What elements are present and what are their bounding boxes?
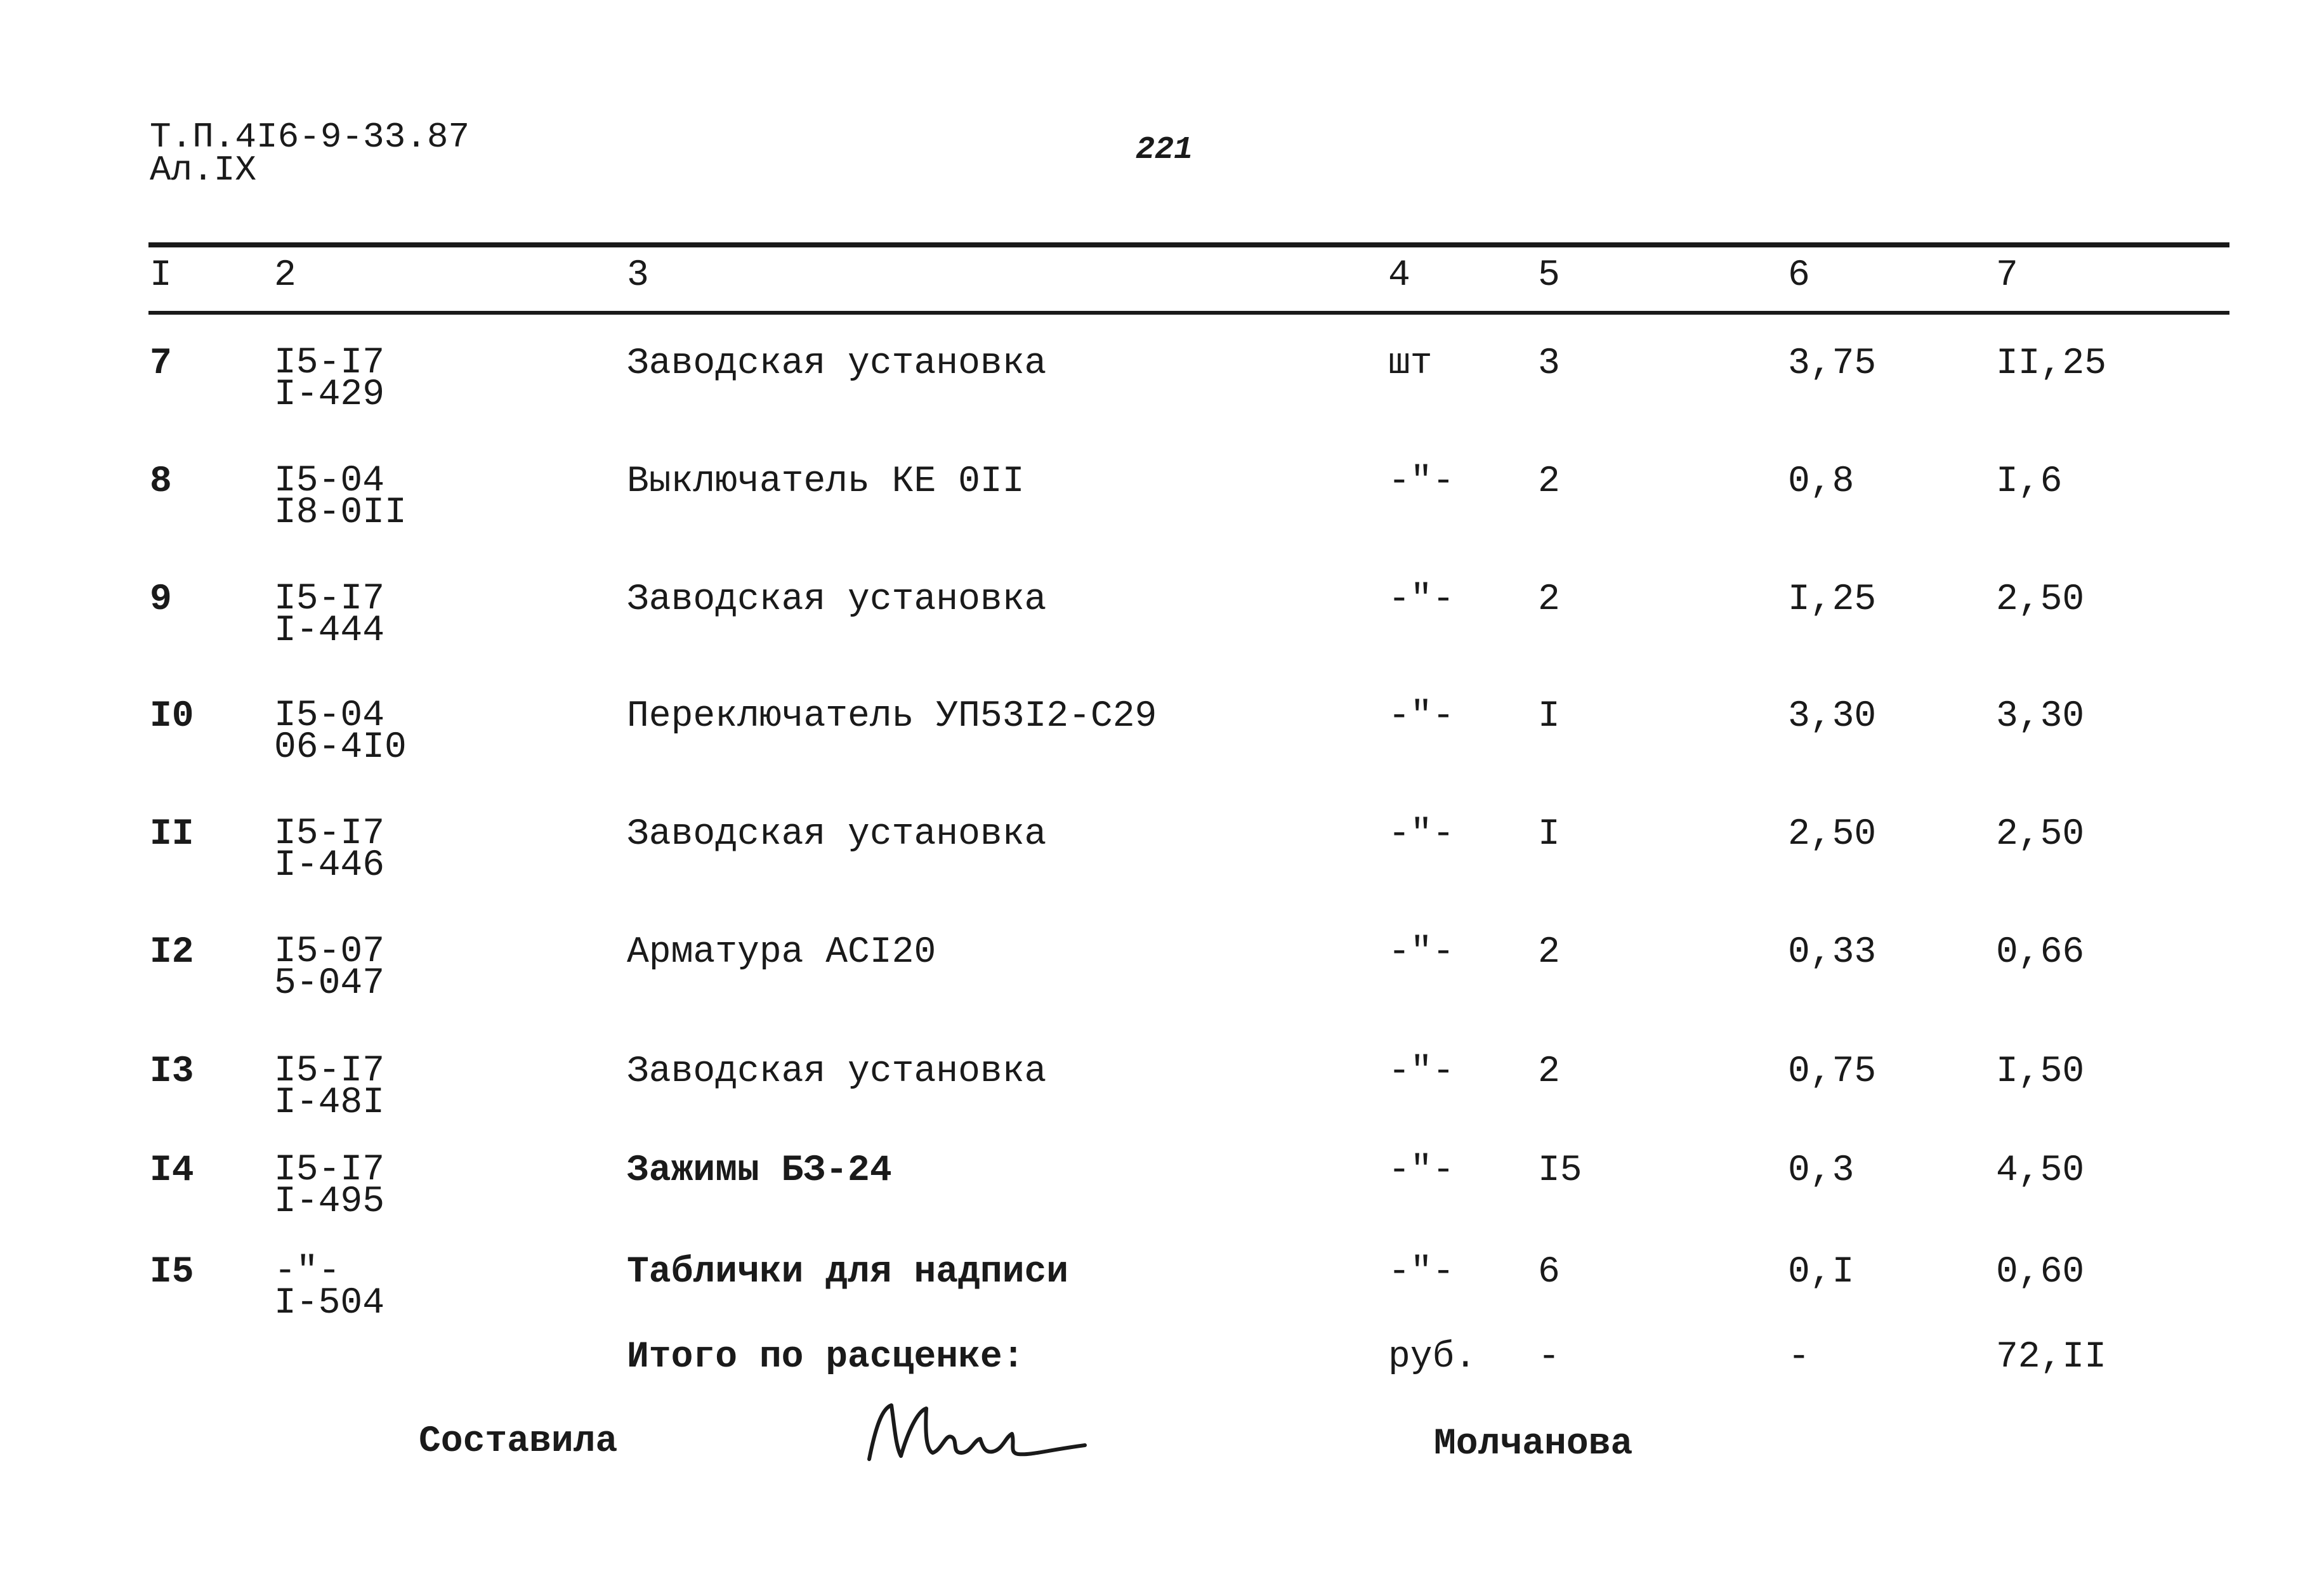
unit: -"- xyxy=(1388,579,1455,620)
rate-code xyxy=(274,461,407,534)
compiled-by-label: Составила xyxy=(419,1421,618,1462)
total: 3,30 xyxy=(1996,696,2085,737)
unit: -"- xyxy=(1388,1150,1455,1191)
summary-price: - xyxy=(1788,1337,1810,1378)
unit-price: 3,30 xyxy=(1788,696,1877,737)
rate-code-line-2: I-48I xyxy=(274,1082,385,1124)
unit-price: 0,33 xyxy=(1788,932,1877,973)
rate-code xyxy=(274,1251,385,1324)
total: 2,50 xyxy=(1996,814,2085,855)
quantity: 2 xyxy=(1538,932,1560,973)
rate-code-line-2: I-429 xyxy=(274,374,385,416)
handwritten-signature xyxy=(857,1389,1098,1478)
rate-code xyxy=(274,813,385,886)
total: 4,50 xyxy=(1996,1150,2085,1191)
quantity: 2 xyxy=(1538,1051,1560,1092)
unit-price: 0,8 xyxy=(1788,461,1855,502)
rate-code-line-2: I8-0II xyxy=(274,492,407,534)
rate-code-line-1: I5-I7 xyxy=(274,1051,385,1092)
rate-code-line-1: I5-07 xyxy=(274,931,385,973)
row-number: 9 xyxy=(150,579,172,620)
summary-label: Итого по расценке: xyxy=(627,1337,1025,1378)
rate-code-line-1: -"- xyxy=(274,1251,341,1292)
document-code xyxy=(150,117,470,190)
rate-code xyxy=(274,931,385,1004)
rate-code-line-1: I5-I7 xyxy=(274,343,385,384)
unit: -"- xyxy=(1388,932,1455,973)
unit-price: 3,75 xyxy=(1788,343,1877,384)
row-number: I3 xyxy=(150,1051,194,1092)
item-name: Таблички для надписи xyxy=(627,1252,1069,1293)
page-number: 221 xyxy=(1136,132,1193,168)
rate-code-line-2: 06-4I0 xyxy=(274,727,407,768)
table-header-rule xyxy=(148,311,2229,315)
quantity: 3 xyxy=(1538,343,1560,384)
column-header-1: I xyxy=(150,255,172,296)
rate-code-line-1: I5-I7 xyxy=(274,579,385,620)
row-number: I2 xyxy=(150,932,194,973)
item-name: Переключатель УП53I2-С29 xyxy=(627,696,1157,737)
rate-code-line-2: I-446 xyxy=(274,845,385,886)
item-name: Заводская установка xyxy=(627,1051,1047,1092)
total: 0,60 xyxy=(1996,1252,2085,1293)
item-name: Зажимы БЗ-24 xyxy=(627,1150,892,1191)
total: 2,50 xyxy=(1996,579,2085,620)
rate-code xyxy=(274,343,385,416)
item-name: Заводская установка xyxy=(627,343,1047,384)
column-header-4: 4 xyxy=(1388,255,1410,296)
column-header-7: 7 xyxy=(1996,255,2018,296)
rate-code-line-2: I-495 xyxy=(274,1181,385,1223)
rate-code xyxy=(274,695,407,768)
column-header-5: 5 xyxy=(1538,255,1560,296)
rate-code-line-2: I-444 xyxy=(274,610,385,652)
table-top-rule xyxy=(148,242,2229,247)
rate-code-line-1: I5-I7 xyxy=(274,813,385,855)
row-number: I4 xyxy=(150,1150,194,1191)
total: I,6 xyxy=(1996,461,2063,502)
unit-price: 0,3 xyxy=(1788,1150,1855,1191)
item-name: Заводская установка xyxy=(627,579,1047,620)
item-name: Заводская установка xyxy=(627,814,1047,855)
rate-code-line-2: I-504 xyxy=(274,1283,385,1324)
summary-total: 72,II xyxy=(1996,1337,2107,1378)
document-code-line-2: Ал.IX xyxy=(150,150,257,190)
summary-unit: руб. xyxy=(1388,1337,1477,1378)
quantity: I5 xyxy=(1538,1150,1582,1191)
row-number: II xyxy=(150,814,194,855)
rate-code-line-2: 5-047 xyxy=(274,963,385,1004)
column-header-3: 3 xyxy=(627,255,649,296)
unit-price: 0,75 xyxy=(1788,1051,1877,1092)
rate-code xyxy=(274,579,385,652)
unit: шт xyxy=(1388,343,1433,384)
unit: -"- xyxy=(1388,814,1455,855)
rate-code-line-1: I5-I7 xyxy=(274,1150,385,1191)
row-number: 7 xyxy=(150,343,172,384)
quantity: 6 xyxy=(1538,1252,1560,1293)
unit-price: 2,50 xyxy=(1788,814,1877,855)
unit: -"- xyxy=(1388,1051,1455,1092)
item-name: Выключатель КЕ 0II xyxy=(627,461,1025,502)
rate-code xyxy=(274,1051,385,1124)
quantity: 2 xyxy=(1538,461,1560,502)
column-header-2: 2 xyxy=(274,255,296,296)
total: I,50 xyxy=(1996,1051,2085,1092)
rate-code-line-1: I5-04 xyxy=(274,695,385,737)
row-number: 8 xyxy=(150,461,172,502)
unit: -"- xyxy=(1388,461,1455,502)
quantity: 2 xyxy=(1538,579,1560,620)
compiler-name: Молчанова xyxy=(1434,1424,1633,1465)
unit-price: I,25 xyxy=(1788,579,1877,620)
unit-price: 0,I xyxy=(1788,1252,1855,1293)
total: II,25 xyxy=(1996,343,2107,384)
quantity: I xyxy=(1538,814,1560,855)
document-code-line-1: Т.П.4I6-9-33.87 xyxy=(150,117,470,157)
rate-code-line-1: I5-04 xyxy=(274,461,385,502)
row-number: I5 xyxy=(150,1252,194,1293)
unit: -"- xyxy=(1388,696,1455,737)
total: 0,66 xyxy=(1996,932,2085,973)
summary-quantity: - xyxy=(1538,1337,1560,1378)
item-name: Арматура АСI20 xyxy=(627,932,936,973)
quantity: I xyxy=(1538,696,1560,737)
rate-code xyxy=(274,1150,385,1223)
row-number: I0 xyxy=(150,696,194,737)
column-header-6: 6 xyxy=(1788,255,1810,296)
unit: -"- xyxy=(1388,1252,1455,1293)
